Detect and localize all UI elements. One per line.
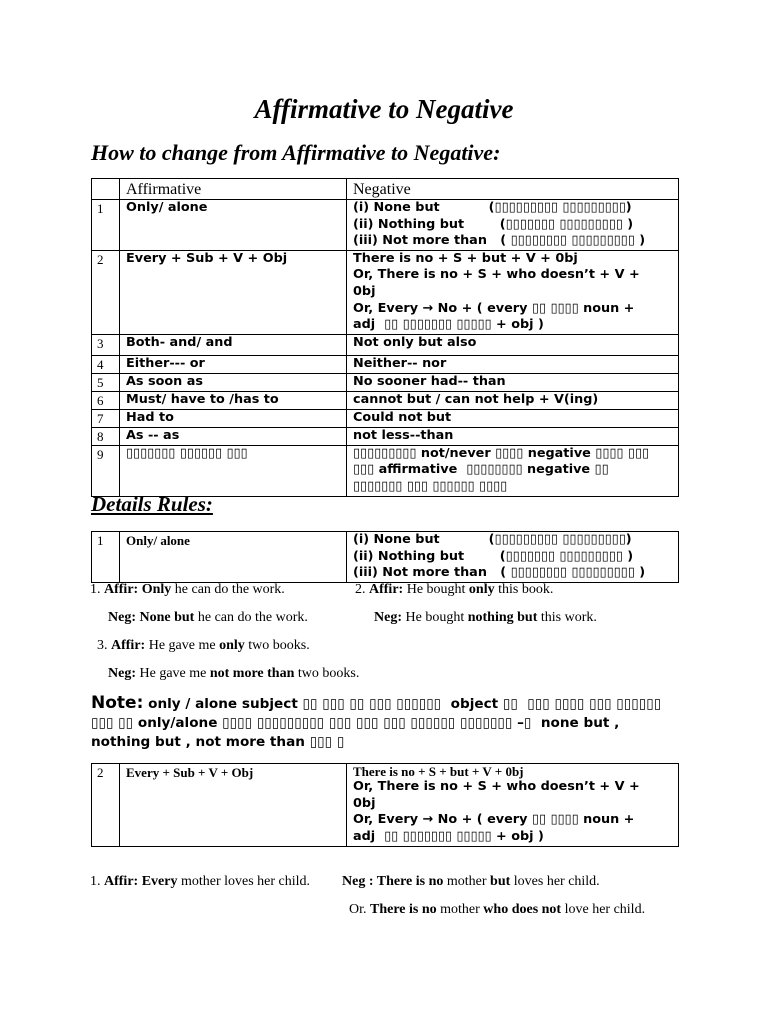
example-every-negative (342, 874, 600, 890)
example-text: he can do the work. (194, 610, 308, 625)
key-word: not more than (209, 666, 295, 681)
negative-line: adj ▯▯ ▯▯▯▯▯▯▯ ▯▯▯▯▯ + obj ) (353, 317, 544, 333)
note-line: nothing but , not more than ▯▯▯ ▯ (91, 734, 345, 750)
example-text: mother loves her child. (177, 874, 311, 889)
rule-2-table (91, 763, 679, 847)
note-label: Note: (91, 693, 144, 713)
row-number: 2 (92, 764, 120, 847)
negative-line: Or, Every → No + ( every ▯▯ ▯▯▯▯ noun + (353, 300, 635, 316)
negative-line: (iii) Not more than ( ▯▯▯▯▯▯▯▯ ▯▯▯▯▯▯▯▯▯ ) (353, 233, 646, 249)
example-text: Or. (349, 902, 370, 917)
row-number: 9 (92, 445, 120, 496)
neg-label: Neg : (342, 874, 377, 889)
example-text: loves her child. (510, 874, 600, 889)
table-row (92, 409, 679, 427)
affirmative-cell: Only/ alone (120, 532, 347, 583)
note-paragraph (91, 694, 681, 752)
example-text: this work. (537, 610, 597, 625)
negative-cell: Not only but also (347, 334, 679, 355)
negative-cell (347, 250, 679, 334)
negative-line: (ii) Nothing but (▯▯▯▯▯▯▯ ▯▯▯▯▯▯▯▯▯ ) (353, 216, 634, 232)
example-text: He bought (405, 610, 468, 625)
negative-cell (347, 764, 679, 847)
example-text: mother (443, 874, 491, 889)
table-row (92, 427, 679, 445)
details-heading: Details Rules: (91, 492, 213, 516)
key-word: Only (141, 582, 172, 597)
example-text: two books. (294, 666, 360, 681)
rule-1-table (91, 531, 679, 583)
negative-cell (347, 445, 679, 496)
affirmative-cell: Both- and/ and (120, 334, 347, 355)
example-2-affirmative (355, 582, 553, 598)
example-number: 1. (90, 874, 104, 889)
example-every-affirmative (90, 874, 310, 890)
example-3-affirmative (97, 638, 310, 654)
table-header-row (92, 179, 679, 200)
neg-label: Neg: (108, 610, 140, 625)
note-line (91, 694, 681, 714)
negative-line: adj ▯▯ ▯▯▯▯▯▯▯ ▯▯▯▯▯ + obj ) (353, 828, 544, 844)
negative-cell: No sooner had-- than (347, 373, 679, 391)
example-text: He gave me (148, 638, 220, 653)
negative-line: (iii) Not more than ( ▯▯▯▯▯▯▯▯ ▯▯▯▯▯▯▯▯▯ ) (353, 565, 646, 581)
negative-line: Or, Every → No + ( every ▯▯ ▯▯▯▯ noun + (353, 812, 635, 828)
key-word: who does not (483, 902, 562, 917)
key-word: None but (139, 610, 195, 625)
example-text: two books. (244, 638, 310, 653)
key-word: only (219, 638, 245, 653)
key-word: There is no (376, 874, 444, 889)
key-word: but (490, 874, 511, 889)
affir-label: Affir: (369, 582, 407, 597)
section-heading: How to change from Affirmative to Negative: (91, 140, 501, 165)
affirmative-cell: Every + Sub + V + Obj (120, 250, 347, 334)
row-number: 6 (92, 391, 120, 409)
rules-table (91, 178, 679, 497)
example-text: He gave me (139, 666, 210, 681)
affir-label: Affir: (111, 638, 149, 653)
example-text: he can do the work. (171, 582, 285, 597)
row-number: 4 (92, 355, 120, 373)
affirmative-cell: Must/ have to /has to (120, 391, 347, 409)
header-negative: Negative (347, 179, 679, 200)
example-1-affirmative (90, 582, 285, 598)
example-text: He bought (406, 582, 469, 597)
key-word: Every (141, 874, 178, 889)
negative-line: 0bj (353, 283, 376, 299)
example-1-negative (108, 610, 308, 626)
table-row (92, 355, 679, 373)
table-row (92, 334, 679, 355)
affirmative-cell: As soon as (120, 373, 347, 391)
negative-line: ▯▯▯ affirmative ▯▯▯▯▯▯▯▯ negative ▯▯ (353, 462, 609, 478)
row-number: 8 (92, 427, 120, 445)
example-2-negative (374, 610, 597, 626)
negative-cell: cannot but / can not help + V(ing) (347, 391, 679, 409)
negative-line: Or, There is no + S + who doesn’t + V + (353, 267, 640, 283)
key-word: nothing but (467, 610, 538, 625)
negative-line: ▯▯▯▯▯▯▯ ▯▯▯ ▯▯▯▯▯▯ ▯▯▯▯ (353, 478, 508, 494)
affirmative-cell: Only/ alone (120, 200, 347, 251)
negative-line: 0bj (353, 795, 376, 811)
negative-line: Or, There is no + S + who doesn’t + V + (353, 779, 640, 794)
page-title: Affirmative to Negative (254, 94, 514, 124)
example-number: 1. (90, 582, 104, 597)
negative-line: (ii) Nothing but (▯▯▯▯▯▯▯ ▯▯▯▯▯▯▯▯▯ ) (353, 548, 634, 564)
row-number: 7 (92, 409, 120, 427)
key-word: There is no (370, 902, 437, 917)
table-row (92, 764, 679, 847)
note-text: only / alone subject ▯▯ ▯▯▯ ▯▯ ▯▯▯ ▯▯▯▯▯▯ object ▯▯ ▯▯▯ ▯▯▯▯ ▯▯▯ ▯▯▯▯▯▯ (143, 696, 662, 712)
table-row (92, 391, 679, 409)
negative-line: There is no + S + but + V + 0bj (353, 250, 578, 266)
note-line: ▯▯▯ ▯▯ only/alone ▯▯▯▯ ▯▯▯▯▯▯▯▯▯ ▯▯▯ ▯▯▯ ▯▯▯ ▯▯▯▯▯▯ ▯▯▯▯▯▯▯ –▯ none but , (91, 715, 620, 731)
row-number: 2 (92, 250, 120, 334)
affir-label: Affir: (104, 582, 142, 597)
negative-line: ▯▯▯▯▯▯▯▯▯ not/never ▯▯▯▯ negative ▯▯▯▯ ▯▯▯ (353, 445, 650, 461)
affirmative-cell: Had to (120, 409, 347, 427)
affirmative-cell: Either--- or (120, 355, 347, 373)
affir-label: Affir: (104, 874, 142, 889)
negative-cell: Could not but (347, 409, 679, 427)
row-number: 5 (92, 373, 120, 391)
table-row (92, 250, 679, 334)
example-3-negative (108, 666, 359, 682)
negative-line: There is no + S + but + V + 0bj (353, 764, 524, 779)
table-row (92, 445, 679, 496)
negative-cell: Neither-- nor (347, 355, 679, 373)
affirmative-cell: Every + Sub + V + Obj (120, 764, 347, 847)
table-row (92, 200, 679, 251)
row-number: 1 (92, 532, 120, 583)
example-text: love her child. (561, 902, 646, 917)
negative-line: (i) None but (▯▯▯▯▯▯▯▯▯ ▯▯▯▯▯▯▯▯▯) (353, 532, 632, 547)
example-text: mother (436, 902, 484, 917)
example-text: this book. (494, 582, 554, 597)
negative-cell (347, 200, 679, 251)
example-every-negative-alt (349, 902, 645, 918)
row-number: 3 (92, 334, 120, 355)
table-row (92, 532, 679, 583)
row-number: 1 (92, 200, 120, 251)
header-affirmative: Affirmative (120, 179, 347, 200)
example-number: 2. (355, 582, 369, 597)
neg-label: Neg: (108, 666, 140, 681)
example-number: 3. (97, 638, 111, 653)
table-row (92, 373, 679, 391)
header-num-cell (92, 179, 120, 200)
key-word: only (468, 582, 495, 597)
affirmative-cell: As -- as (120, 427, 347, 445)
negative-line: (i) None but (▯▯▯▯▯▯▯▯▯ ▯▯▯▯▯▯▯▯▯) (353, 200, 632, 215)
neg-label: Neg: (374, 610, 406, 625)
negative-cell: not less--than (347, 427, 679, 445)
negative-cell (347, 532, 679, 583)
affirmative-cell: ▯▯▯▯▯▯▯ ▯▯▯▯▯▯ ▯▯▯ (120, 445, 347, 496)
